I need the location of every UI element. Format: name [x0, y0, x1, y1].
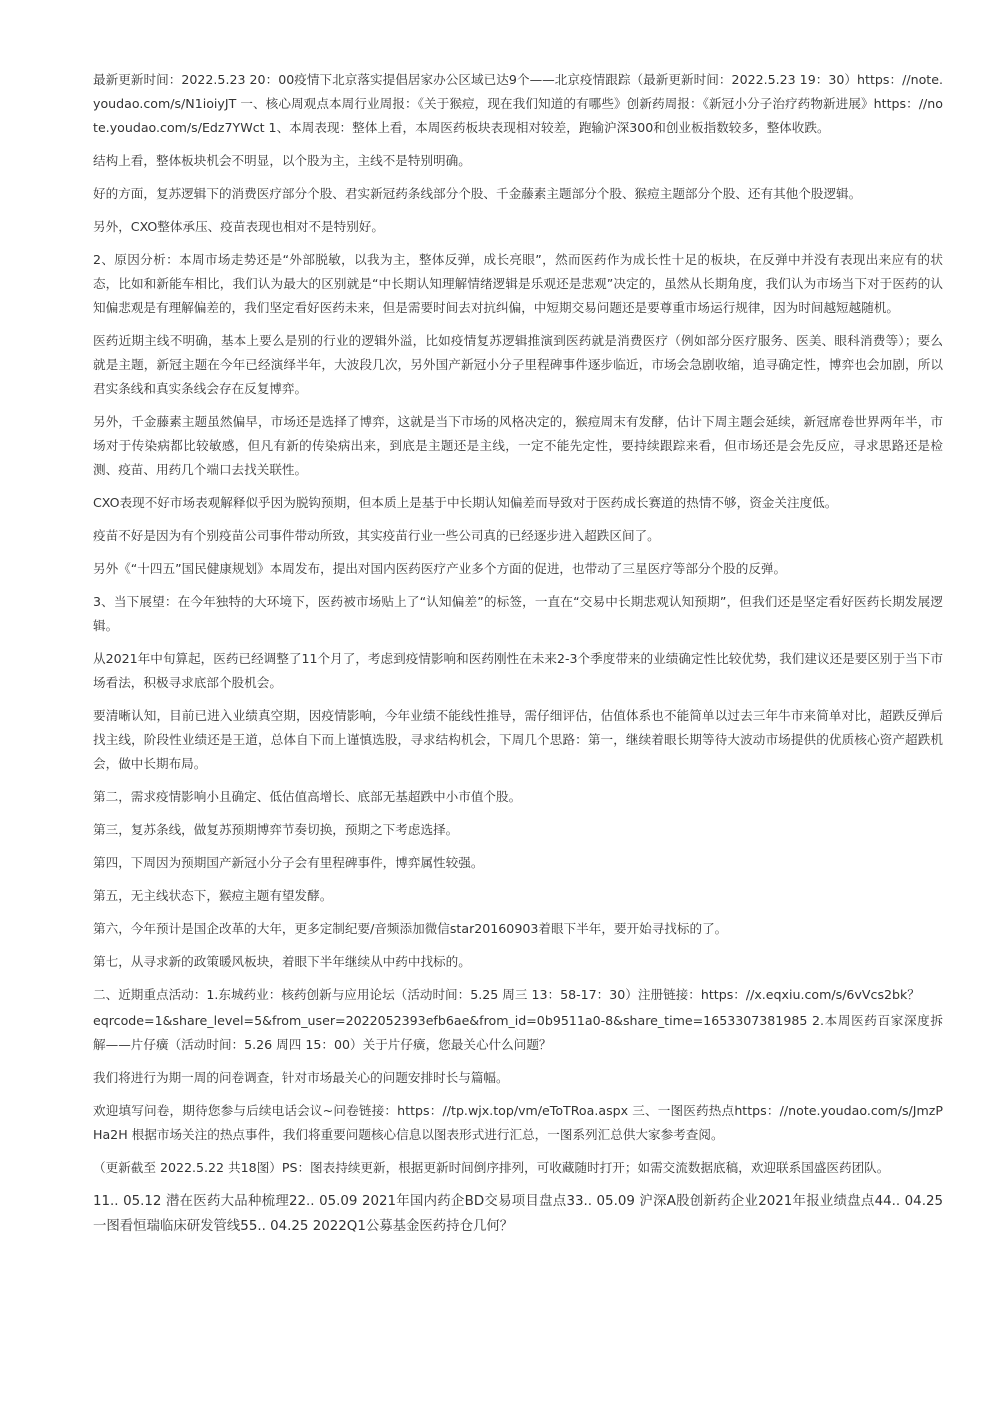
paragraph-cxo-vaccine: 另外，CXO整体承压、疫苗表现也相对不是特别好。 [93, 219, 384, 234]
paragraph-cxo-explain: CXO表现不好市场表观解释似乎因为脱钩预期，但本质上是基于中长期认知偏差而导致对于医药成长赛道的热情不够，资金关注度低。 [93, 495, 838, 510]
paragraph-vaccine: 疫苗不好是因为有个别疫苗公司事件带动所致，其实疫苗行业一些公司真的已经逐步进入超跌区间了。 [93, 528, 660, 543]
paragraph-fifth: 第五，无主线状态下，猴痘主题有望发酵。 [93, 888, 333, 903]
paragraph-event-link: eqrcode=1&share_level=5&from_user=2022052393efb6ae&from_id=0b9511a0-8&share_time=1653307381985 2.本周医药百家深度拆解——片仔癀（活动时间：5.26 周四 15：00）关于片仔癀，您最关心什么问题？ [93, 1013, 943, 1052]
paragraph-structure: 结构上看，整体板块机会不明显，以个股为主，主线不是特别明确。 [93, 153, 471, 168]
paragraph-outlook: 3、当下展望：在今年独特的大环境下，医药被市场贴上了“认知偏差”的标签，一直在“交易中长期悲观认知预期”，但我们还是坚定看好医药长期发展逻辑。 [93, 594, 943, 633]
paragraph-cause-analysis: 2、原因分析：本周市场走势还是“外部脱敏，以我为主，整体反弹，成长亮眼”，然而医药作为成长性十足的板块，在反弹中并没有表现出来应有的状态，比如和新能车相比，我们认为最大的区别就是“中长期认知理解情绪逻辑是乐观还是悲观”决定的，虽然从长期角度，我们认为市场当下对于医药的认知偏悲观是有理解偏差的，我们坚定看好医药未来，但是需要时间去对抗纠偏，中短期交易问题还是要尊重市场运行规律，因为时间越短越随机。 [93, 252, 943, 315]
paragraph-sixth: 第六，今年预计是国企改革的大年，更多定制纪要/音频添加微信star20160903着眼下半年，要开始寻找标的了。 [93, 921, 728, 936]
paragraph-update-time: 最新更新时间：2022.5.23 20：00疫情下北京落实提倡居家办公区域已达9个——北京疫情跟踪（最新更新时间：2022.5.23 19：30）https：//note.youdao.com/s/N1ioiyJT 一、核心周观点本周行业周报：《关于猴痘，现在我们知道的有哪些》创新药周报：《新冠小分子治疗药物新进展》https：//note.youdao.com/s/Edz7YWct 1、本周表现：整体上看，本周医药板块表现相对较差，跑输沪深300和创业板指数较多，整体收跌。 [93, 72, 943, 135]
paragraph-update-note: （更新截至 2022.5.22 共18图）PS：图表持续更新，根据更新时间倒序排列，可收藏随时打开；如需交流数据底稿，欢迎联系国盛医药团队。 [93, 1160, 890, 1175]
paragraph-adjustment: 从2021年中旬算起，医药已经调整了11个月了，考虑到疫情影响和医药刚性在未来2-3个季度带来的业绩确定性比较优势，我们建议还是要区别于当下市场看法，积极寻求底部个股机会。 [93, 651, 943, 690]
paragraph-survey: 我们将进行为期一周的问卷调查，针对市场最关心的问题安排时长与篇幅。 [93, 1070, 509, 1085]
paragraph-seventh: 第七，从寻求新的政策暖风板块，着眼下半年继续从中药中找标的。 [93, 954, 471, 969]
paragraph-cepharanthine: 另外，千金藤素主题虽然偏早，市场还是选择了博弈，这就是当下市场的风格决定的，猴痘周末有发酵，估计下周主题会延续，新冠席卷世界两年半，市场对于传染病都比较敏感，但凡有新的传染病出来，到底是主题还是主线，一定不能先定性，要持续跟踪来看，但市场还是会先反应，寻求思路还是检测、疫苗、用药几个端口去找关联性。 [93, 414, 943, 477]
paragraph-fourth: 第四，下周因为预期国产新冠小分子会有里程碑事件，博弈属性较强。 [93, 855, 484, 870]
paragraph-positives: 好的方面，复苏逻辑下的消费医疗部分个股、君实新冠药条线部分个股、千金藤素主题部分个股、猴痘主题部分个股、还有其他个股逻辑。 [93, 186, 862, 201]
document-body [93, 68, 943, 1248]
paragraph-questionnaire: 欢迎填写问卷，期待您参与后续电话会议~问卷链接：https：//tp.wjx.top/vm/eToTRoa.aspx 三、一图医药热点https：//note.youdao.com/s/JmzPHa2H 根据市场关注的热点事件，我们将重要问题核心信息以图表形式进行汇总，一图系列汇总供大家参考查阅。 [93, 1103, 943, 1142]
paragraph-chart-list: 11.. 05.12 潜在医药大品种梳理22.. 05.09 2021年国内药企BD交易项目盘点33.. 05.09 沪深A股创新药企业2021年报业绩盘点44.. 04.25 一图看恒瑞临床研发管线55.. 04.25 2022Q1公募基金医药持仓几何？ [93, 1194, 943, 1234]
paragraph-strategy: 要清晰认知，目前已进入业绩真空期，因疫情影响，今年业绩不能线性推导，需仔细评估，估值体系也不能简单以过去三年牛市来简单对比，超跌反弹后找主线，阶段性业绩还是王道，总体自下而上谨慎选股，寻求结构机会，下周几个思路：第一，继续着眼长期等待大波动市场提供的优质核心资产超跌机会，做中长期布局。 [93, 708, 943, 771]
paragraph-events: 二、近期重点活动：1.东城药业：核药创新与应用论坛（活动时间：5.25 周三 13：58-17：30）注册链接：https：//x.eqxiu.com/s/6vVcs2bk？ [93, 987, 920, 1002]
paragraph-second: 第二，需求疫情影响小且确定、低估值高增长、底部无基超跌中小市值个股。 [93, 789, 522, 804]
paragraph-third: 第三，复苏条线，做复苏预期博弈节奏切换，预期之下考虑选择。 [93, 822, 459, 837]
paragraph-main-line: 医药近期主线不明确，基本上要么是别的行业的逻辑外溢，比如疫情复苏逻辑推演到医药就是消费医疗（例如部分医疗服务、医美、眼科消费等）；要么就是主题，新冠主题在今年已经演绎半年，大波段几次，另外国产新冠小分子里程碑事件逐步临近，市场会急剧收缩，追寻确定性，博弈也会加剧，所以君实条线和真实条线会存在反复博弈。 [93, 333, 943, 396]
paragraph-health-plan: 另外《“十四五”国民健康规划》本周发布，提出对国内医药医疗产业多个方面的促进，也带动了三星医疗等部分个股的反弹。 [93, 561, 787, 576]
